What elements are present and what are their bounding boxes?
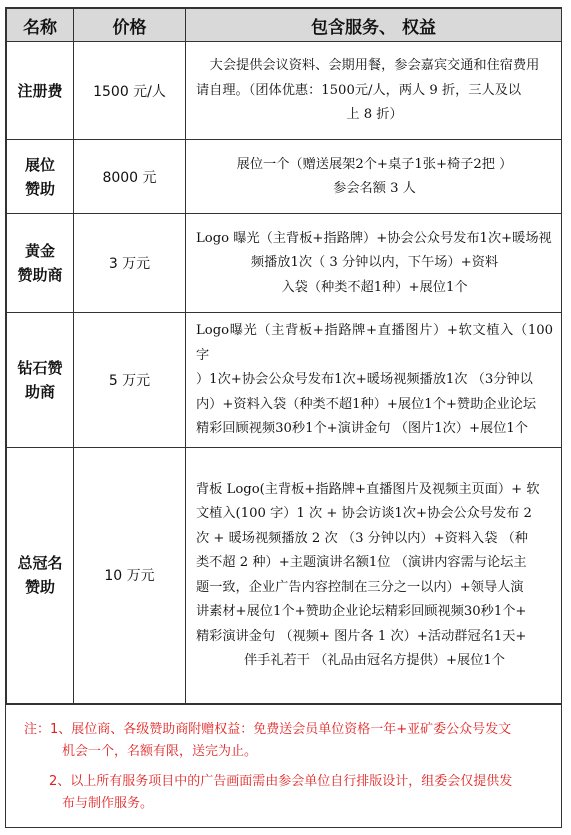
desc-line: Logo 曝光（主背板+指路牌）+协会公众号发布1次+暖场视: [196, 230, 552, 246]
row-price: 1500 元/人: [74, 42, 186, 140]
note-1: 注：1、展位商、各级赞助商附赠权益：免费送会员单位资格一年+亚矿委公众号发文: [24, 721, 512, 737]
row-name-line: 赞助: [24, 179, 55, 198]
desc-line: 类不超 2 种）+主题演讲名额1位 （演讲内容需与论坛主: [196, 555, 527, 570]
table-row: [7, 313, 562, 448]
row-price: 3 万元: [74, 214, 186, 313]
table-row: [7, 42, 562, 140]
desc-line: 伴手礼若干 （礼品由冠名方提供）+展位1个: [243, 653, 505, 668]
row-name-line: 赞助商: [17, 266, 63, 284]
pricing-sheet: [5, 7, 562, 828]
note-2-continued: 布与制作服务。: [62, 795, 154, 811]
row-name-line: 赞助: [24, 578, 55, 596]
row-name-line: 黄金: [24, 242, 55, 260]
row-name-line: 助商: [24, 382, 55, 401]
notes-section: [6, 704, 561, 827]
header-services: 包含服务、 权益: [186, 9, 562, 42]
row-name: [7, 214, 74, 313]
table-header-row: [7, 9, 562, 42]
row-description: [186, 214, 562, 313]
desc-line: 参会名额 3 人: [333, 181, 416, 196]
desc-line: 精彩演讲金句 （视频+ 图片各 1 次）+活动群冠名1天+: [196, 628, 527, 644]
row-price: 10 万元: [74, 447, 186, 703]
header-price: 价格: [74, 9, 186, 42]
table-row: [7, 140, 562, 214]
row-name-line: 总冠名: [17, 554, 63, 572]
row-description: [186, 447, 562, 703]
row-description: [186, 42, 562, 140]
row-name-line: 钻石赞: [17, 358, 63, 377]
desc-line: 背板 Logo(主背板+指路牌+直播图片及视频主页面）+ 软: [196, 481, 540, 497]
row-description: [186, 313, 562, 448]
desc-line: 大会提供会议资料、会期用餐，参会嘉宾交通和住宿费用: [209, 58, 540, 74]
desc-line: 讲素材+展位1个+赞助企业论坛精彩回顾视频30秒1个+: [196, 604, 527, 619]
desc-line: 上 8 折）: [346, 107, 403, 123]
table-row: [7, 447, 562, 703]
row-name: [7, 313, 74, 448]
row-description: [186, 140, 562, 214]
row-name: [7, 447, 74, 703]
desc-line: 精彩回顾视频30秒1个+演讲金句 （图片1次）+展位1个: [196, 421, 528, 436]
desc-line: 次 + 暖场视频播放 2 次 （3 分钟以内）+资料入袋 （种: [196, 530, 528, 546]
desc-line: ）1次+协会公众号发布1次+暖场视频播放1次 （3分钟以: [196, 372, 533, 387]
header-name: 名称: [7, 9, 74, 42]
pricing-table: [6, 8, 562, 704]
desc-line: 频播放1次（ 3 分钟以内，下午场）+资料: [250, 255, 499, 271]
table-row: [7, 214, 562, 313]
desc-line: 文植入(100 字）1 次 + 协会访谈1次+协会公众号发布 2: [196, 506, 532, 521]
row-name-line: 展位: [24, 155, 55, 174]
row-price: 8000 元: [74, 140, 186, 214]
desc-line: 入袋（种类不超1种）+展位1个: [281, 279, 468, 295]
note-2: 2、以上所有服务项目中的广告画面需由参会单位自行排版设计，组委会仅提供发: [49, 773, 513, 789]
row-price: 5 万元: [74, 313, 186, 448]
desc-line: 内）+资料入袋（种类不超1种）+展位1个+赞助企业论坛: [196, 396, 537, 412]
row-name: [7, 140, 74, 214]
desc-line: 题一致，企业广告内容控制在三分之一以内）+领导人演: [196, 579, 524, 595]
desc-line: 请自理。（团体优惠：1500元/人，两人 9 折，三人及以: [196, 82, 522, 98]
desc-line: Logo曝光（主背板+指路牌+直播图片）+软文植入（100 字: [196, 323, 553, 363]
note-1-continued: 机会一个，名额有限，送完为止。: [62, 743, 258, 759]
row-name-line: 注册费: [17, 81, 63, 100]
row-name: [7, 42, 74, 140]
desc-line: 展位一个（赠送展架2个+桌子1张+椅子2把 ）: [236, 156, 513, 172]
